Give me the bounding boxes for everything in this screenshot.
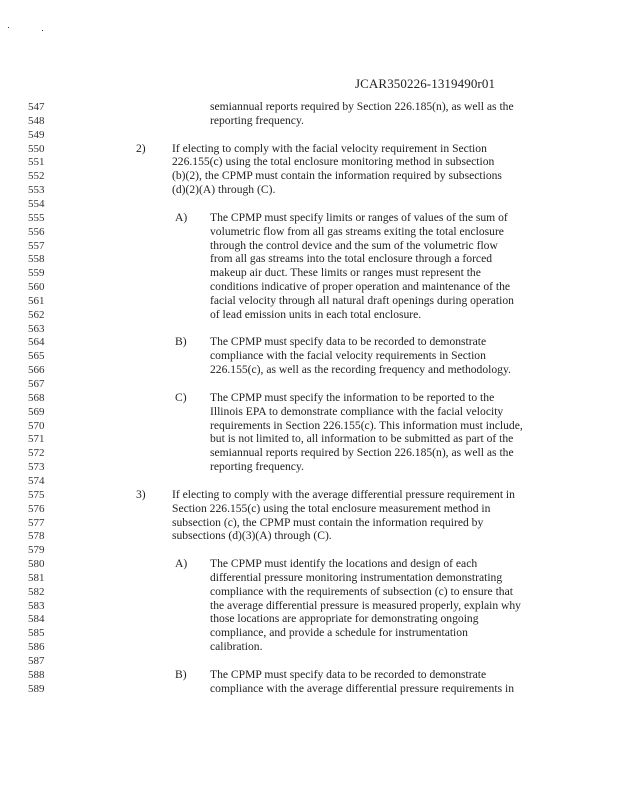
line-text: calibration.: [210, 640, 263, 654]
line-text: subsections (d)(3)(A) through (C).: [172, 529, 332, 543]
line-text: through the control device and the sum of the volumetric flow: [210, 238, 498, 252]
line-number: 547: [28, 101, 45, 113]
line-number: 558: [28, 253, 45, 266]
line-text: conditions indicative of proper operation and maintenance of the: [210, 280, 511, 293]
line-number: 550: [28, 142, 45, 155]
line-number: 568: [28, 391, 45, 404]
line-number: 589: [28, 682, 45, 695]
document-line: [0, 626, 618, 640]
line-number: 549: [28, 128, 45, 141]
line-number: 557: [28, 239, 45, 252]
list-item-label: 2): [136, 141, 146, 155]
document-line: [0, 682, 618, 696]
line-number: 588: [28, 668, 45, 681]
line-number: 561: [28, 294, 45, 307]
document-line: [0, 128, 618, 142]
line-text: subsection (c), the CPMP must contain the information required by: [172, 515, 484, 529]
document-line: [0, 349, 618, 363]
line-text: Illinois EPA to demonstrate compliance with the facial velocity: [210, 404, 504, 418]
document-line: [0, 640, 618, 654]
line-number: 548: [28, 114, 45, 127]
line-number: 570: [28, 419, 45, 432]
line-text: The CPMP must specify data to be recorded to demonstrate: [210, 667, 487, 681]
document-line: [0, 502, 618, 516]
line-number: 581: [28, 571, 45, 584]
line-number: 551: [28, 156, 45, 169]
line-number: 553: [28, 184, 45, 197]
list-item-label: A): [175, 557, 188, 570]
line-text: requirements in Section 226.155(c). This information must include,: [210, 418, 523, 432]
document-line: [0, 266, 618, 280]
line-text: the average differential pressure is measured properly, explain why: [210, 598, 521, 612]
line-text: The CPMP must specify limits or ranges of values of the sum of: [210, 210, 508, 224]
line-number: 586: [28, 641, 45, 654]
line-number: 564: [28, 336, 45, 349]
line-text: facial velocity through all natural draft openings during operation: [210, 293, 514, 307]
document-line: [0, 557, 618, 571]
line-text: compliance with the average differential pressure requirements in: [210, 681, 514, 695]
list-item-label: B): [175, 335, 187, 349]
document-line: [0, 169, 618, 183]
line-text: those locations are appropriate for demonstrating ongoing: [210, 612, 479, 626]
line-number: 567: [28, 378, 45, 390]
line-text: reporting frequency.: [210, 460, 304, 474]
document-line: [0, 197, 618, 211]
document-line: [0, 446, 618, 460]
document-line: [0, 474, 618, 488]
scan-speck: [42, 30, 43, 31]
document-line: [0, 419, 618, 433]
list-item-label: A): [175, 210, 188, 224]
line-number: 552: [28, 170, 45, 183]
list-item-label: B): [175, 667, 187, 681]
document-line: [0, 377, 618, 391]
line-number: 554: [28, 197, 45, 210]
line-text: volumetric flow from all gas streams exiting the total enclosure: [210, 224, 504, 238]
line-number: 587: [28, 655, 45, 667]
line-number: 572: [28, 447, 45, 460]
document-line: [0, 239, 618, 253]
line-text: (b)(2), the CPMP must contain the information required by subsections: [172, 169, 502, 183]
line-text: semiannual reports required by Section 226.185(n), as well as the: [210, 446, 514, 460]
line-number: 562: [28, 308, 45, 321]
list-item-label: 3): [136, 487, 146, 501]
line-text: 226.155(c), as well as the recording frequency and methodology.: [210, 363, 511, 377]
document-line: [0, 363, 618, 377]
line-number: 573: [28, 461, 45, 474]
line-number: 556: [28, 225, 45, 238]
document-line: [0, 211, 618, 225]
line-text: but is not limited to, all information to be submitted as part of the: [210, 432, 514, 446]
document-line: [0, 294, 618, 308]
document-line: [0, 516, 618, 530]
line-text: If electing to comply with the facial velocity requirement in Section: [172, 141, 487, 155]
line-number: 585: [28, 627, 45, 640]
document-line: [0, 100, 618, 114]
line-text: If electing to comply with the average differential pressure requirement in: [172, 487, 515, 501]
line-number: 574: [28, 474, 45, 487]
document-line: [0, 585, 618, 599]
line-number: 560: [28, 281, 45, 293]
document-line: [0, 280, 618, 294]
document-line: [0, 308, 618, 322]
document-line: [0, 155, 618, 169]
document-line: [0, 432, 618, 446]
line-text: of lead emission units in each total enclosure.: [210, 307, 422, 321]
line-number: 565: [28, 350, 45, 363]
document-line: [0, 142, 618, 156]
document-line: [0, 488, 618, 502]
line-number: 559: [28, 267, 45, 280]
document-line: [0, 405, 618, 419]
list-item-label: C): [175, 390, 187, 404]
line-text: The CPMP must specify data to be recorded to demonstrate: [210, 335, 487, 349]
document-line: [0, 391, 618, 405]
line-number: 577: [28, 516, 45, 529]
line-text: compliance with the requirements of subsection (c) to ensure that: [210, 584, 513, 598]
line-text: differential pressure monitoring instrumentation demonstrating: [210, 570, 503, 584]
document-line: [0, 183, 618, 197]
document-line: [0, 335, 618, 349]
line-number: 582: [28, 585, 45, 598]
line-text: semiannual reports required by Section 226.185(n), as well as the: [210, 100, 514, 113]
line-number: 555: [28, 211, 45, 224]
document-line: [0, 529, 618, 543]
line-number: 578: [28, 530, 45, 543]
line-text: compliance with the facial velocity requirements in Section: [210, 349, 486, 363]
line-text: makeup air duct. These limits or ranges must represent the: [210, 266, 481, 280]
document-line: [0, 599, 618, 613]
document-line: [0, 114, 618, 128]
line-text: The CPMP must identify the locations and design of each: [210, 557, 478, 570]
line-text: (d)(2)(A) through (C).: [172, 183, 276, 197]
line-number: 575: [28, 488, 45, 501]
line-text: from all gas streams into the total enclosure through a forced: [210, 252, 493, 266]
document-line: [0, 654, 618, 668]
document-line: [0, 612, 618, 626]
document-line: [0, 543, 618, 557]
line-text: Section 226.155(c) using the total enclosure measurement method in: [172, 501, 491, 515]
document-line: [0, 322, 618, 336]
line-number: 579: [28, 544, 45, 557]
scan-speck: [8, 27, 9, 28]
document-line: [0, 252, 618, 266]
line-number: 571: [28, 433, 45, 446]
line-number: 566: [28, 364, 45, 377]
line-number: 583: [28, 599, 45, 612]
line-number: 580: [28, 558, 45, 570]
line-text: The CPMP must specify the information to be reported to the: [210, 390, 495, 404]
line-number: 576: [28, 502, 45, 515]
line-number: 569: [28, 405, 45, 418]
document-line: [0, 460, 618, 474]
line-text: compliance, and provide a schedule for instrumentation: [210, 626, 468, 640]
line-text: 226.155(c) using the total enclosure monitoring method in subsection: [172, 155, 495, 169]
line-number: 584: [28, 613, 45, 626]
line-text: reporting frequency.: [210, 113, 304, 127]
line-number: 563: [28, 322, 45, 335]
document-line: [0, 571, 618, 585]
document-line: [0, 668, 618, 682]
document-line: [0, 225, 618, 239]
document-id: JCAR350226-1319490r01: [355, 76, 496, 91]
